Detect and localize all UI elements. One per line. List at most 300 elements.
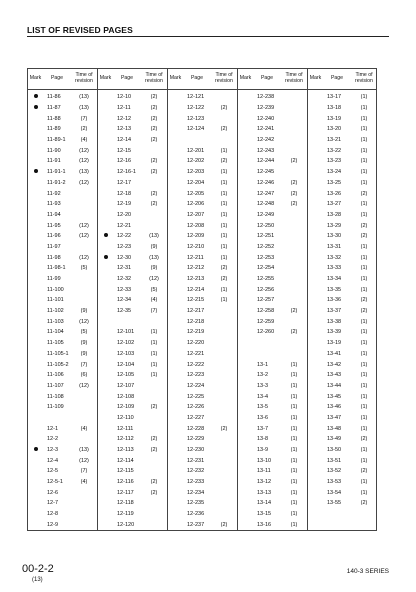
table-row (28, 423, 97, 434)
page-number: 11-107 (47, 382, 64, 389)
page-number: 13-5 (257, 404, 269, 411)
page-number: 12-115 (117, 468, 134, 475)
page-number: 13-9 (257, 447, 269, 454)
page-number: 12-32 (117, 276, 132, 283)
revised-pages-table (27, 68, 377, 531)
table-row (28, 349, 97, 360)
table-row (28, 113, 97, 124)
page-number: 13-28 (327, 211, 342, 218)
page-number: 12-255 (257, 276, 275, 283)
revision-number: (12) (79, 382, 89, 389)
table-row (168, 210, 237, 221)
table-row (28, 413, 97, 424)
page-number: 13-38 (327, 318, 342, 325)
page-number: 12-242 (257, 137, 275, 144)
page-number: 11-103 (47, 318, 64, 325)
table-row (308, 252, 377, 263)
page-number: 11-98 (47, 254, 61, 261)
revision-number: (1) (290, 436, 298, 443)
revision-number: (1) (360, 169, 368, 176)
table-row (28, 509, 97, 520)
page-number: 12-204 (187, 179, 205, 186)
column-header (168, 69, 237, 90)
page-number: 12-17 (117, 179, 132, 186)
table-row (308, 263, 377, 274)
table-row (238, 284, 307, 295)
table-row (238, 498, 307, 509)
header-rev-line2: revision (75, 78, 93, 84)
table-row (168, 274, 237, 285)
revision-number: (1) (290, 457, 298, 464)
revision-number: (1) (220, 169, 228, 176)
header-rev-line1: Time of (285, 72, 303, 79)
table-row (168, 423, 237, 434)
table-row (28, 359, 97, 370)
header-time-of-revision (211, 73, 237, 84)
page-number: 12-122 (187, 105, 205, 112)
table-row (28, 520, 97, 531)
revision-number: (1) (360, 254, 368, 261)
table-row (28, 295, 97, 306)
revision-number: (1) (220, 297, 228, 304)
page-number: 12-222 (187, 361, 205, 368)
table-row (238, 145, 307, 156)
page-number: 12-202 (187, 158, 205, 165)
revision-number: (1) (360, 265, 368, 272)
revision-number: (2) (80, 126, 88, 133)
table-row (308, 124, 377, 135)
page-number: 12-230 (187, 447, 205, 454)
table-row (98, 349, 167, 360)
table-row (238, 306, 307, 317)
footer-series: 140-3 SERIES (346, 568, 389, 575)
table-row (168, 220, 237, 231)
revision-number: (2) (150, 190, 158, 197)
table-row (168, 498, 237, 509)
revision-number: (9) (80, 308, 88, 315)
table-row (308, 349, 377, 360)
page-number: 12-111 (117, 425, 134, 432)
table-row (28, 135, 97, 146)
header-time-of-revision (281, 73, 307, 84)
revision-number: (1) (360, 457, 368, 464)
page-number: 12-258 (257, 308, 275, 315)
table-column (167, 69, 237, 530)
page-number: 13-30 (327, 233, 342, 240)
revision-number: (1) (360, 350, 368, 357)
page-number: 13-35 (327, 286, 342, 293)
page-number: 11-105-2 (47, 361, 69, 368)
revision-number: (1) (360, 489, 368, 496)
table-row (168, 445, 237, 456)
page-number: 12-112 (117, 436, 134, 443)
revision-mark (98, 233, 113, 239)
revision-number: (2) (290, 158, 298, 165)
revision-number: (1) (290, 414, 298, 421)
column-header (238, 69, 307, 90)
table-row (28, 316, 97, 327)
table-row (238, 466, 307, 477)
table-row (308, 455, 377, 466)
page-number: 12-105 (117, 372, 135, 379)
table-row (28, 145, 97, 156)
table-row (168, 477, 237, 488)
table-row (168, 188, 237, 199)
table-row (98, 145, 167, 156)
table-row (98, 252, 167, 263)
page-number: 12-30 (117, 254, 132, 261)
page-number: 11-95 (47, 222, 61, 229)
table-row (308, 210, 377, 221)
page-number: 13-41 (327, 350, 342, 357)
page-number: 11-106 (47, 372, 64, 379)
page-number: 13-53 (327, 479, 342, 486)
revision-number: (2) (360, 468, 368, 475)
revision-number: (2) (150, 447, 158, 454)
table-row (28, 455, 97, 466)
page-number: 12-16 (117, 158, 132, 165)
table-row (98, 178, 167, 189)
table-row (98, 242, 167, 253)
table-row (308, 145, 377, 156)
page-number: 13-33 (327, 265, 342, 272)
page-number: 12-108 (117, 393, 135, 400)
table-row (238, 199, 307, 210)
page-number: 12-231 (187, 457, 205, 464)
table-row (238, 487, 307, 498)
page-number: 11-89-1 (47, 137, 66, 144)
page-number: 11-102 (47, 308, 64, 315)
header-page: Page (330, 75, 344, 82)
table-row (168, 124, 237, 135)
table-row (98, 434, 167, 445)
table-row (28, 199, 97, 210)
table-row (168, 520, 237, 531)
table-row (98, 402, 167, 413)
page-number: 12-121 (187, 94, 205, 101)
table-row (98, 92, 167, 103)
page-number: 13-24 (327, 169, 342, 176)
revision-number: (1) (220, 190, 228, 197)
revision-number: (1) (360, 361, 368, 368)
revision-number: (1) (360, 126, 368, 133)
page-number: 12-9 (47, 521, 59, 528)
revision-number: (1) (360, 447, 368, 454)
page-number: 12-249 (257, 211, 275, 218)
revision-number: (2) (150, 169, 158, 176)
revision-number: (2) (360, 500, 368, 507)
page-number: 12-218 (187, 318, 205, 325)
header-rev-line1: Time of (75, 72, 93, 79)
revision-number: (1) (360, 211, 368, 218)
table-row (28, 156, 97, 167)
table-row (238, 413, 307, 424)
page-number: 12-6 (47, 489, 59, 496)
page-number: 12-252 (257, 243, 275, 250)
page-number: 12-210 (187, 243, 205, 250)
table-row (28, 338, 97, 349)
revision-number: (4) (150, 297, 158, 304)
table-row (238, 509, 307, 520)
revision-number: (2) (220, 276, 228, 283)
table-row (238, 391, 307, 402)
revision-number: (12) (79, 318, 89, 325)
page-number: 13-16 (257, 521, 272, 528)
revision-number: (1) (360, 158, 368, 165)
revision-number: (1) (360, 137, 368, 144)
revision-mark (98, 255, 113, 261)
page-number: 13-37 (327, 308, 342, 315)
page-number: 13-45 (327, 393, 342, 400)
table-row (238, 252, 307, 263)
page-number: 12-124 (187, 126, 205, 133)
revision-number: (1) (220, 211, 228, 218)
table-row (308, 156, 377, 167)
page-number: 13-21 (327, 137, 342, 144)
page-number: 12-225 (187, 393, 205, 400)
table-row (238, 263, 307, 274)
page-number: 11-98-1 (47, 265, 66, 272)
table-row (28, 231, 97, 242)
revision-number: (2) (290, 201, 298, 208)
revision-number: (13) (149, 233, 159, 240)
table-row (98, 455, 167, 466)
revision-number: (2) (150, 479, 158, 486)
table-row (98, 306, 167, 317)
revision-number: (12) (79, 233, 89, 240)
column-header (308, 69, 377, 90)
page-number: 12-253 (257, 254, 275, 261)
table-row (98, 231, 167, 242)
page-number: 12-246 (257, 179, 275, 186)
page-number: 12-237 (187, 521, 205, 528)
bullet-icon (34, 169, 38, 173)
page-number: 12-102 (117, 340, 135, 347)
revision-number: (2) (360, 222, 368, 229)
header-page: Page (260, 75, 274, 82)
page-number: 11-94 (47, 211, 61, 218)
revision-number: (2) (290, 308, 298, 315)
revision-number: (2) (220, 521, 228, 528)
page-number: 12-104 (117, 361, 135, 368)
page-number: 13-10 (257, 457, 272, 464)
table-row (98, 413, 167, 424)
revision-number: (2) (360, 297, 368, 304)
footer-page-code-sub: (13) (32, 577, 43, 583)
page-number: 12-117 (117, 489, 134, 496)
header-mark: Mark (169, 75, 182, 82)
table-row (238, 423, 307, 434)
header-mark: Mark (309, 75, 322, 82)
page-number: 12-221 (187, 350, 205, 357)
page-number: 12-223 (187, 372, 205, 379)
page-number: 12-118 (117, 500, 134, 507)
page-number: 12-3 (47, 447, 59, 454)
page-number: 11-86 (47, 94, 61, 101)
page-number: 12-256 (257, 286, 275, 293)
revision-number: (1) (150, 329, 158, 336)
table-row (28, 263, 97, 274)
page-number: 13-19 (327, 340, 342, 347)
page-number: 12-209 (187, 233, 205, 240)
table-row (308, 274, 377, 285)
header-time-of-revision (141, 73, 167, 84)
table-row (238, 434, 307, 445)
bullet-icon (104, 233, 108, 237)
page-number: 12-236 (187, 511, 205, 518)
revision-number: (1) (360, 105, 368, 112)
revision-number: (13) (79, 94, 89, 101)
page-number: 13-43 (327, 372, 342, 379)
table-row (98, 263, 167, 274)
revision-number: (7) (150, 308, 158, 315)
header-rev-line2: revision (285, 78, 303, 84)
page-number: 12-251 (257, 233, 275, 240)
page-number: 12-110 (117, 414, 134, 421)
table-row (98, 370, 167, 381)
table-row (238, 188, 307, 199)
table-row (98, 466, 167, 477)
page-number: 13-19 (327, 115, 342, 122)
page-number: 12-241 (257, 126, 275, 133)
page-number: 13-47 (327, 414, 342, 421)
page-number: 11-88 (47, 115, 61, 122)
revision-number: (2) (290, 190, 298, 197)
revision-number: (1) (360, 243, 368, 250)
table-row (28, 477, 97, 488)
revision-number: (7) (80, 468, 88, 475)
page-number: 12-15 (117, 147, 132, 154)
page-number: 12-21 (117, 222, 132, 229)
table-row (98, 188, 167, 199)
page-number: 12-254 (257, 265, 275, 272)
page-number: 12-217 (187, 308, 205, 315)
revision-number: (1) (290, 393, 298, 400)
column-header (28, 69, 97, 90)
table-row (98, 381, 167, 392)
revision-number: (1) (220, 243, 228, 250)
table-row (168, 413, 237, 424)
revision-number: (1) (220, 179, 228, 186)
table-row (28, 391, 97, 402)
page-number: 11-100 (47, 286, 64, 293)
table-row (238, 316, 307, 327)
page-number: 11-89 (47, 126, 61, 133)
revision-number: (2) (220, 126, 228, 133)
page-number: 12-22 (117, 233, 132, 240)
column-header (98, 69, 167, 90)
revision-number: (13) (149, 254, 159, 261)
page-number: 13-17 (327, 94, 342, 101)
table-row (28, 370, 97, 381)
page-number: 12-18 (117, 190, 132, 197)
bullet-icon (34, 94, 38, 98)
table-row (28, 284, 97, 295)
page-number: 12-248 (257, 201, 275, 208)
revision-number: (1) (290, 361, 298, 368)
revision-number: (5) (80, 265, 88, 272)
table-row (98, 487, 167, 498)
table-row (98, 423, 167, 434)
page-number: 13-49 (327, 436, 342, 443)
table-row (238, 156, 307, 167)
table-row (308, 402, 377, 413)
revision-number: (12) (79, 254, 89, 261)
page-number: 12-34 (117, 297, 132, 304)
table-row (308, 381, 377, 392)
revision-number: (2) (150, 158, 158, 165)
table-row (28, 178, 97, 189)
page-number: 13-22 (327, 147, 342, 154)
page-number: 12-235 (187, 500, 205, 507)
revision-number: (1) (290, 479, 298, 486)
page-number: 13-12 (257, 479, 272, 486)
page-number: 13-15 (257, 511, 272, 518)
footer-page-code: 00-2-2 (22, 563, 54, 575)
table-row (98, 220, 167, 231)
revision-number: (2) (290, 329, 298, 336)
page-number: 11-96 (47, 233, 61, 240)
page-number: 12-259 (257, 318, 275, 325)
table-row (308, 477, 377, 488)
table-row (168, 509, 237, 520)
table-row (28, 466, 97, 477)
page-number: 11-91 (47, 158, 61, 165)
table-row (238, 92, 307, 103)
table-row (98, 135, 167, 146)
page-number: 11-101 (47, 297, 64, 304)
revision-number: (1) (360, 318, 368, 325)
page-number: 12-31 (117, 265, 132, 272)
table-row (28, 327, 97, 338)
table-row (98, 327, 167, 338)
page-number: 13-39 (327, 329, 342, 336)
page-number: 12-8 (47, 511, 59, 518)
page-number: 12-206 (187, 201, 205, 208)
revision-number: (7) (80, 361, 88, 368)
revision-number: (12) (79, 179, 89, 186)
page-number: 11-109 (47, 404, 64, 411)
page-number: 13-27 (327, 201, 342, 208)
table-row (168, 349, 237, 360)
table-row (98, 509, 167, 520)
revision-number: (1) (360, 372, 368, 379)
table-row (308, 391, 377, 402)
revision-mark (28, 169, 43, 175)
table-row (98, 295, 167, 306)
table-row (168, 167, 237, 178)
page-number: 12-13 (117, 126, 132, 133)
table-row (168, 370, 237, 381)
page-number: 12-208 (187, 222, 205, 229)
table-row (238, 113, 307, 124)
header-rev-line1: Time of (215, 72, 233, 79)
table-row (308, 113, 377, 124)
revision-mark (28, 447, 43, 453)
table-row (308, 242, 377, 253)
revision-number: (1) (290, 489, 298, 496)
revision-number: (12) (79, 147, 89, 154)
revision-number: (2) (290, 179, 298, 186)
revision-number: (1) (290, 404, 298, 411)
table-row (98, 113, 167, 124)
revision-number: (1) (220, 254, 228, 261)
page-number: 12-20 (117, 211, 132, 218)
table-row (168, 145, 237, 156)
page-number: 12-234 (187, 489, 205, 496)
revision-number: (1) (360, 404, 368, 411)
table-row (168, 178, 237, 189)
